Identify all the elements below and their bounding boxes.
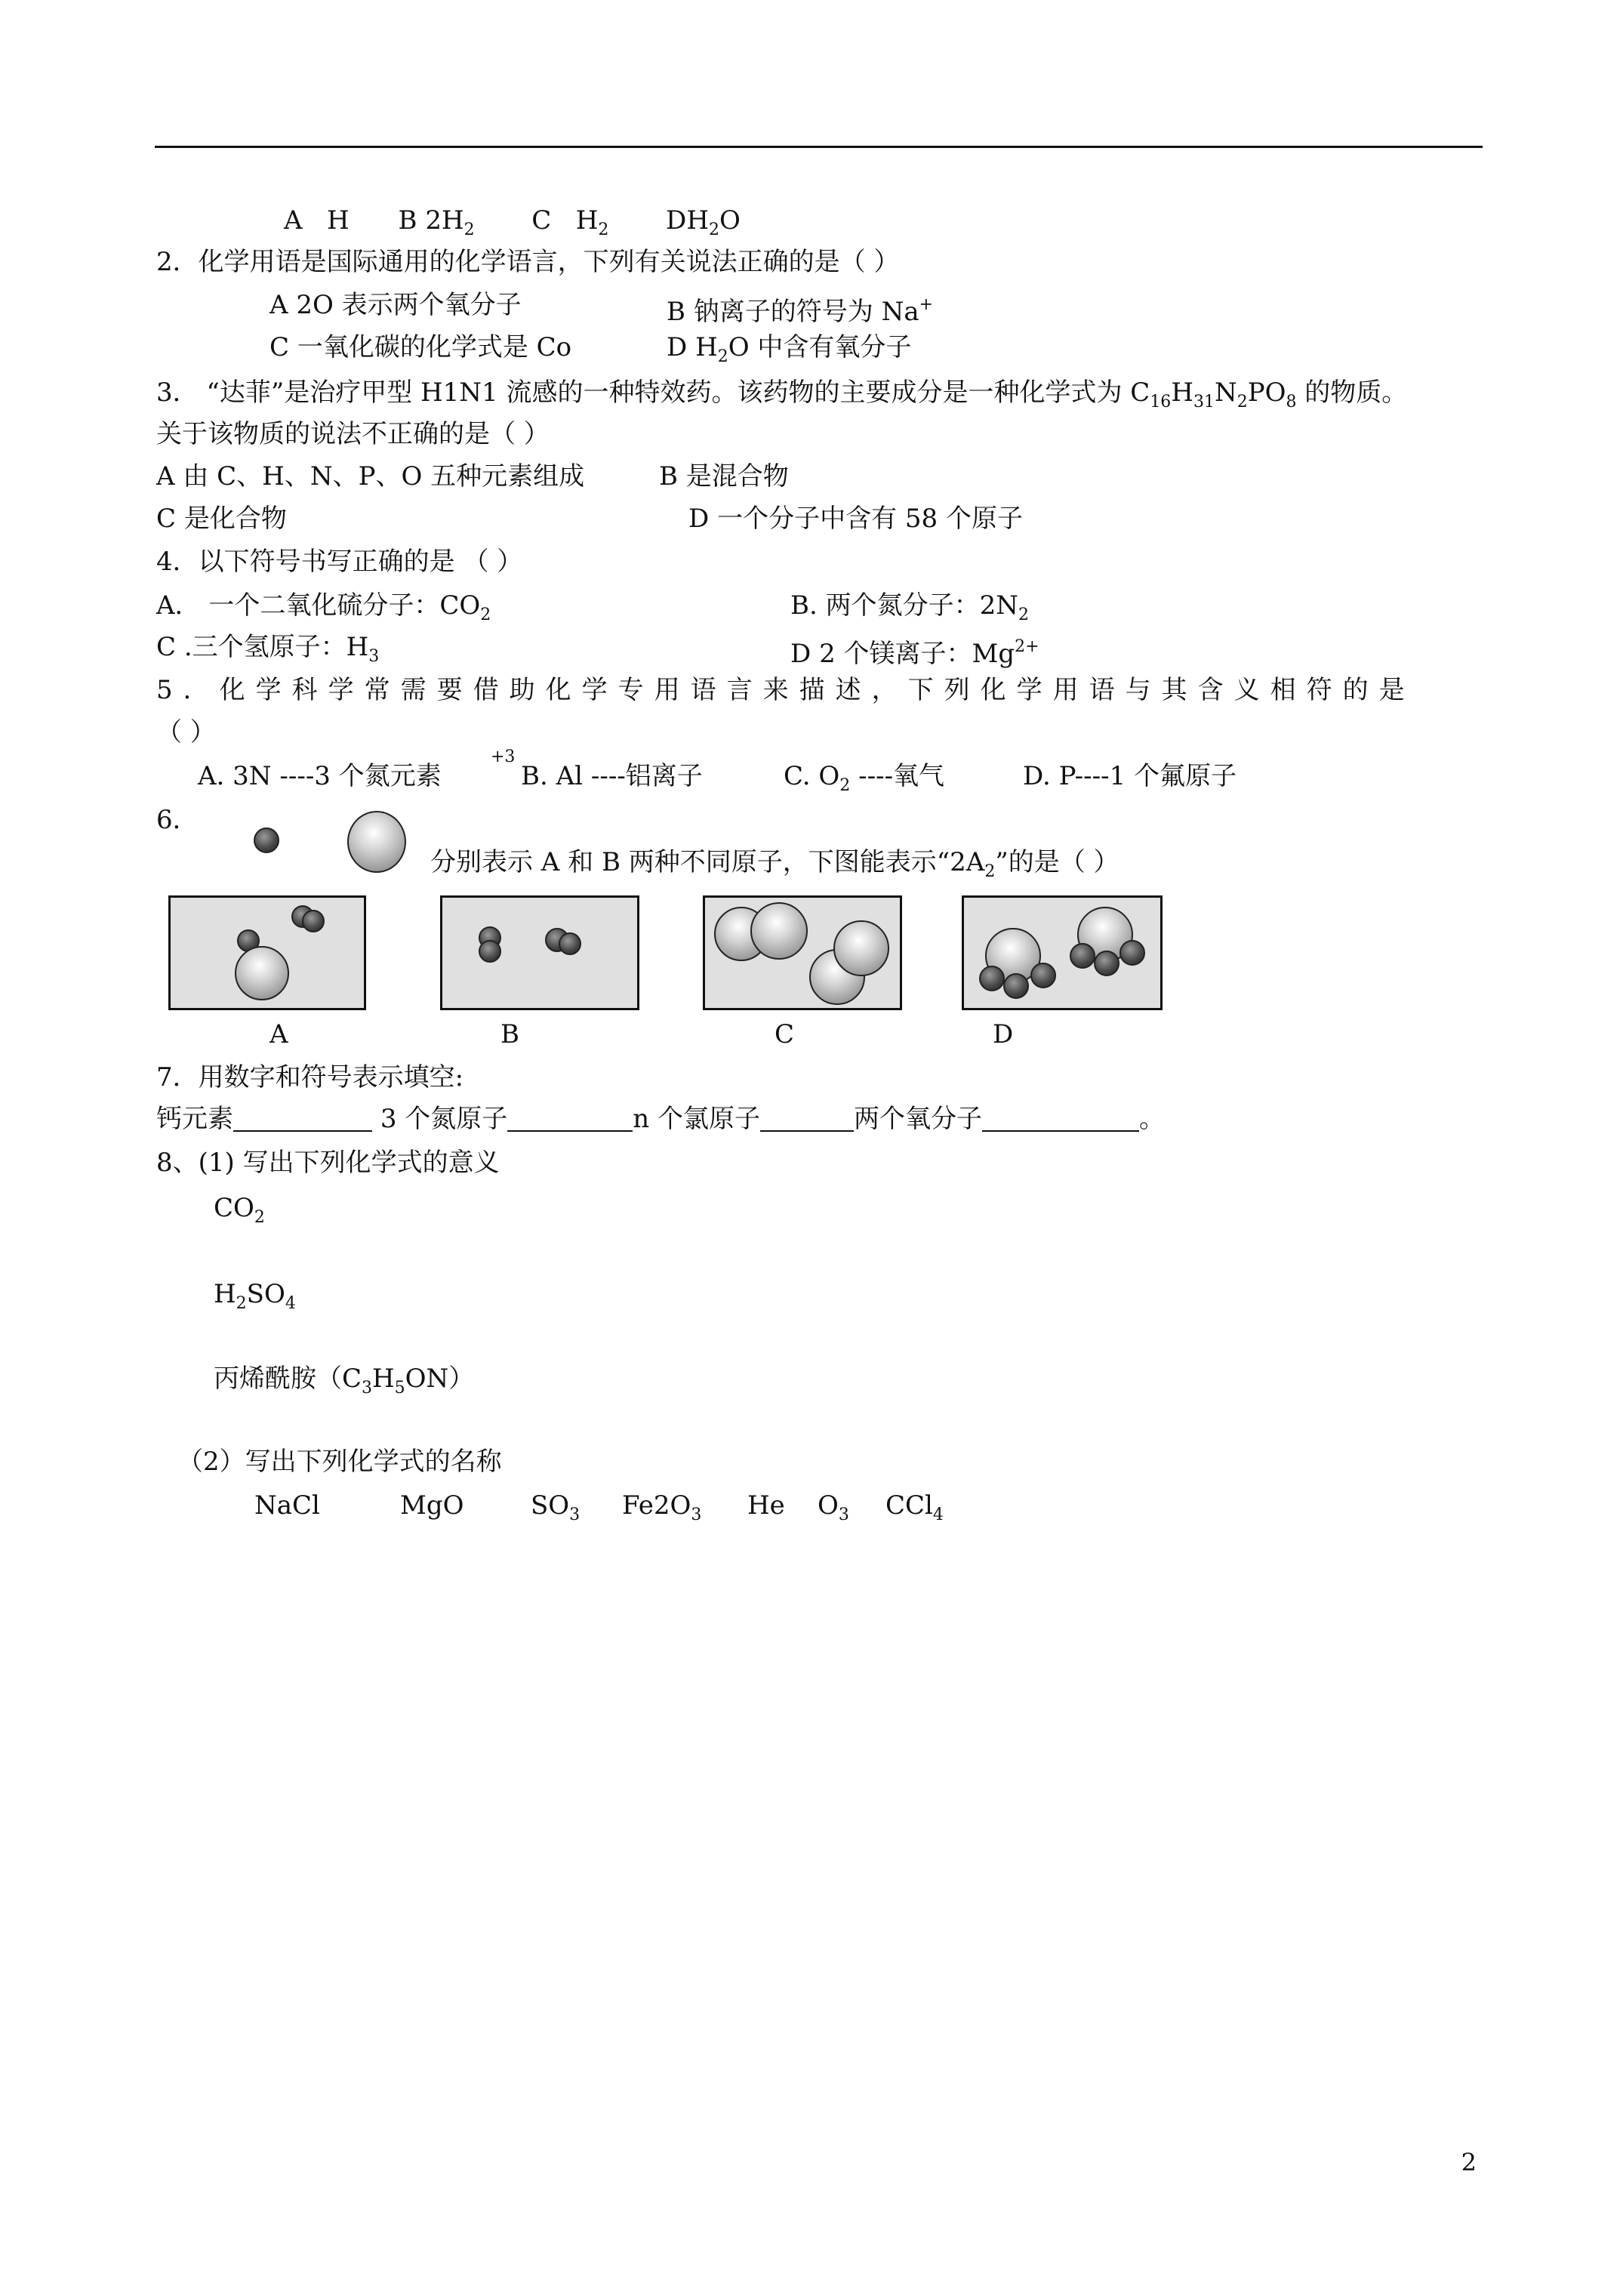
atom: [559, 932, 581, 955]
q4-option-c: C .三个氢原子：$H_3$: [156, 632, 380, 666]
q5-paren: （ ）: [156, 717, 216, 747]
page-number: 2: [1461, 2148, 1477, 2177]
q8-name-o3: $O_3$: [818, 1490, 849, 1524]
q2-option-d: D $H_2O$ 中含有氧分子: [667, 332, 912, 366]
answer-blank[interactable]: [233, 1108, 372, 1132]
q8-name-mgo: MgO: [400, 1490, 464, 1521]
q3-stem-line1: 3． “达菲”是治疗甲型 H1N1 流感的一种特效药。该药物的主要成分是一种化学式为 $C_{16}H_{31}N_2PO_8$ 的物质。: [156, 378, 1408, 411]
atom: [1119, 940, 1145, 966]
atom: [1003, 973, 1029, 999]
q8-name-he: He: [747, 1490, 785, 1521]
atom: [1094, 951, 1119, 976]
atom: [979, 966, 1005, 991]
q3-stem-line2: 关于该物质的说法不正确的是（ ）: [156, 419, 550, 449]
q6-number: 6．: [156, 805, 199, 835]
q1-options: A H B $2H_2$ C $H_2$ $DH_2O$: [284, 205, 741, 239]
q4-stem: 4．以下符号书写正确的是 （ ）: [156, 547, 523, 577]
diagram-label-d: D: [993, 1019, 1014, 1049]
q8-name-nacl: NaCl: [254, 1490, 320, 1521]
q6-stem: 分别表示 A 和 B 两种不同原子，下图能表示“$2A_2$”的是（ ）: [430, 847, 1119, 881]
q8-name-so3: $SO_3$: [531, 1490, 581, 1524]
q8-formula-acrylamide: 丙烯酰胺$(C_3H_5ON)$: [214, 1364, 475, 1398]
q3-option-b: B 是混合物: [659, 461, 789, 492]
q5-option-b: B. Al ----铝离子: [521, 761, 703, 791]
atom: [750, 902, 808, 960]
q4-option-a: A． 一个二氧化硫分子：$CO_2$: [156, 590, 491, 624]
q3-option-a: A 由 C、H、N、P、O 五种元素组成: [156, 461, 585, 492]
answer-blank[interactable]: [507, 1108, 633, 1132]
q5-stem: 5．化学科学常需要借助化学专用语言来描述，下列化学用语与其含义相符的是: [156, 675, 1415, 705]
q2-option-b: B 钠离子的符号为 Na+: [667, 295, 934, 327]
diagram-label-c: C: [775, 1019, 795, 1049]
q2-stem: 2．化学用语是国际通用的化学语言，下列有关说法正确的是（ ）: [156, 247, 900, 277]
atom: [302, 910, 325, 932]
atom: [1030, 963, 1056, 988]
q4-option-b: B. 两个氮分子：$2N_2$: [790, 590, 1029, 624]
answer-blank[interactable]: [760, 1108, 854, 1132]
atom: [1070, 943, 1095, 969]
q2-option-a: A 2O 表示两个氧分子: [269, 290, 522, 320]
q8-formula-h2so4: $H_2SO_4$: [214, 1279, 296, 1313]
q5-option-d: D. P----1 个氟原子: [1023, 761, 1237, 791]
atom: [833, 920, 889, 976]
legend-atom-a: [254, 827, 279, 853]
legend-atom-b: [347, 811, 406, 873]
q4-option-d: D 2 个镁离子：$Mg^{2+}$: [790, 637, 1039, 669]
q8-name-fe2o3: $Fe2O_3$: [622, 1490, 702, 1524]
diagram-box-a: [168, 895, 366, 1010]
q8-formula-co2: $CO_2$: [214, 1193, 265, 1227]
q3-option-d: D 一个分子中含有 58 个原子: [688, 504, 1023, 534]
q3-option-c: C 是化合物: [156, 504, 287, 534]
diagram-box-b: [440, 895, 639, 1010]
atom: [479, 940, 501, 963]
q5-superscript: +3: [491, 747, 516, 766]
diagram-label-a: A: [269, 1019, 288, 1049]
q5-option-a: A. 3N ----3 个氮元素: [198, 761, 442, 791]
q8-name-ccl4: CCl$_4$: [885, 1490, 944, 1524]
q8-part1: 8、(1) 写出下列化学式的意义: [156, 1148, 500, 1178]
q5-option-c: C. $O_2$ ----氧气: [784, 761, 945, 795]
q8-part2: （2）写出下列化学式的名称: [177, 1447, 502, 1477]
q7-fill-in: 钙元素 3 个氮原子 n 个氯原子 两个氧分子 。: [156, 1104, 1165, 1134]
diagram-box-d: [962, 895, 1163, 1010]
diagram-label-b: B: [500, 1019, 519, 1049]
q2-option-c: C 一氧化碳的化学式是 Co: [269, 332, 572, 362]
header-rule: [155, 146, 1483, 148]
atom: [235, 946, 289, 1000]
answer-blank[interactable]: [982, 1108, 1139, 1132]
diagram-box-c: [703, 895, 902, 1010]
q7-stem: 7．用数字和符号表示填空:: [156, 1062, 464, 1093]
